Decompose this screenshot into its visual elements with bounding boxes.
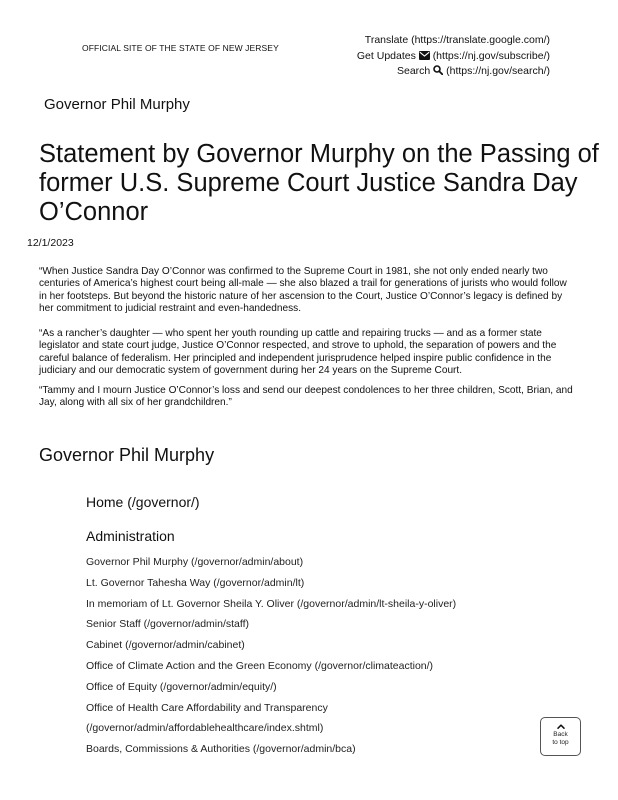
- search-label: Search: [396, 65, 431, 77]
- footer-home-link[interactable]: Home (/governor/): [86, 494, 200, 510]
- translate-link[interactable]: Translate (https://translate.google.com/): [364, 34, 550, 46]
- search-link[interactable]: [397, 65, 550, 77]
- governor-home-link[interactable]: Governor Phil Murphy: [44, 96, 190, 113]
- get-updates-url: (https://nj.gov/subscribe/): [432, 50, 550, 62]
- get-updates-link[interactable]: [357, 50, 550, 62]
- get-updates-label: Get Updates: [356, 50, 416, 62]
- back-to-top-button[interactable]: [540, 717, 581, 756]
- admin-link-health-care[interactable]: Office of Health Care Affordability and Transparency: [86, 701, 328, 714]
- search-url: (https://nj.gov/search/): [446, 65, 550, 77]
- admin-link-boards[interactable]: Boards, Commissions & Authorities (/governor/admin/bca): [86, 743, 356, 756]
- statement-paragraph: “When Justice Sandra Day O’Connor was confirmed to the Supreme Court in 1981, she not only ended nearly two centuries of America’s highest court being all-male — she also blazed a trail for generations of jurists who would follow in her footsteps. But beyond the historic nature of her ascension to the Court, Justice O’Connor’s legacy is defined by her commitment to judicial restraint and even-handedness.: [39, 266, 567, 315]
- page-title: Statement by Governor Murphy on the Passing of former U.S. Supreme Court Justice Sandra Day O’Connor: [39, 140, 599, 226]
- admin-link-climate-action[interactable]: Office of Climate Action and the Green Economy (/governor/climateaction/): [86, 659, 434, 672]
- admin-link-in-memoriam[interactable]: In memoriam of Lt. Governor Sheila Y. Oliver (/governor/admin/lt-sheila-y-oliver): [86, 597, 457, 610]
- admin-link-governor[interactable]: Governor Phil Murphy (/governor/admin/about): [86, 556, 304, 568]
- administration-links: [86, 555, 456, 763]
- statement-paragraph: “As a rancher’s daughter — who spent her youth rounding up cattle and repairing trucks — and as a former state legislator and state court judge, Justice O’Connor respected, and strove to uphold, the separation of powers and the careful balance of federalism. Her principled and independent jurisprudence helped inspire public confidence in the judiciary and our democratic system of government during her 24 years on the Supreme Court.: [39, 328, 557, 377]
- admin-link-lt-governor[interactable]: Lt. Governor Tahesha Way (/governor/admin/lt): [86, 576, 305, 589]
- envelope-icon: [419, 51, 430, 60]
- back-to-top-label-1: Back: [553, 731, 568, 738]
- search-icon: [433, 65, 443, 75]
- admin-link-health-care-url[interactable]: (/governor/admin/affordablehealthcare/index.shtml): [86, 722, 324, 735]
- administration-heading: Administration: [86, 528, 175, 544]
- official-site-banner: OFFICIAL SITE OF THE STATE OF NEW JERSEY: [82, 43, 279, 53]
- chevron-up-icon: [557, 724, 565, 729]
- publish-date: 12/1/2023: [27, 237, 74, 249]
- footer-governor-heading: Governor Phil Murphy: [39, 445, 215, 465]
- admin-link-senior-staff[interactable]: Senior Staff (/governor/admin/staff): [86, 618, 250, 631]
- admin-link-equity[interactable]: Office of Equity (/governor/admin/equity/): [86, 680, 277, 693]
- statement-paragraph: “Tammy and I mourn Justice O’Connor’s loss and send our deepest condolences to her three children, Scott, Brian, and Jay, along with all six of her grandchildren.”: [39, 385, 573, 409]
- admin-link-cabinet[interactable]: Cabinet (/governor/admin/cabinet): [86, 639, 245, 652]
- back-to-top-label-2: to top: [552, 738, 569, 746]
